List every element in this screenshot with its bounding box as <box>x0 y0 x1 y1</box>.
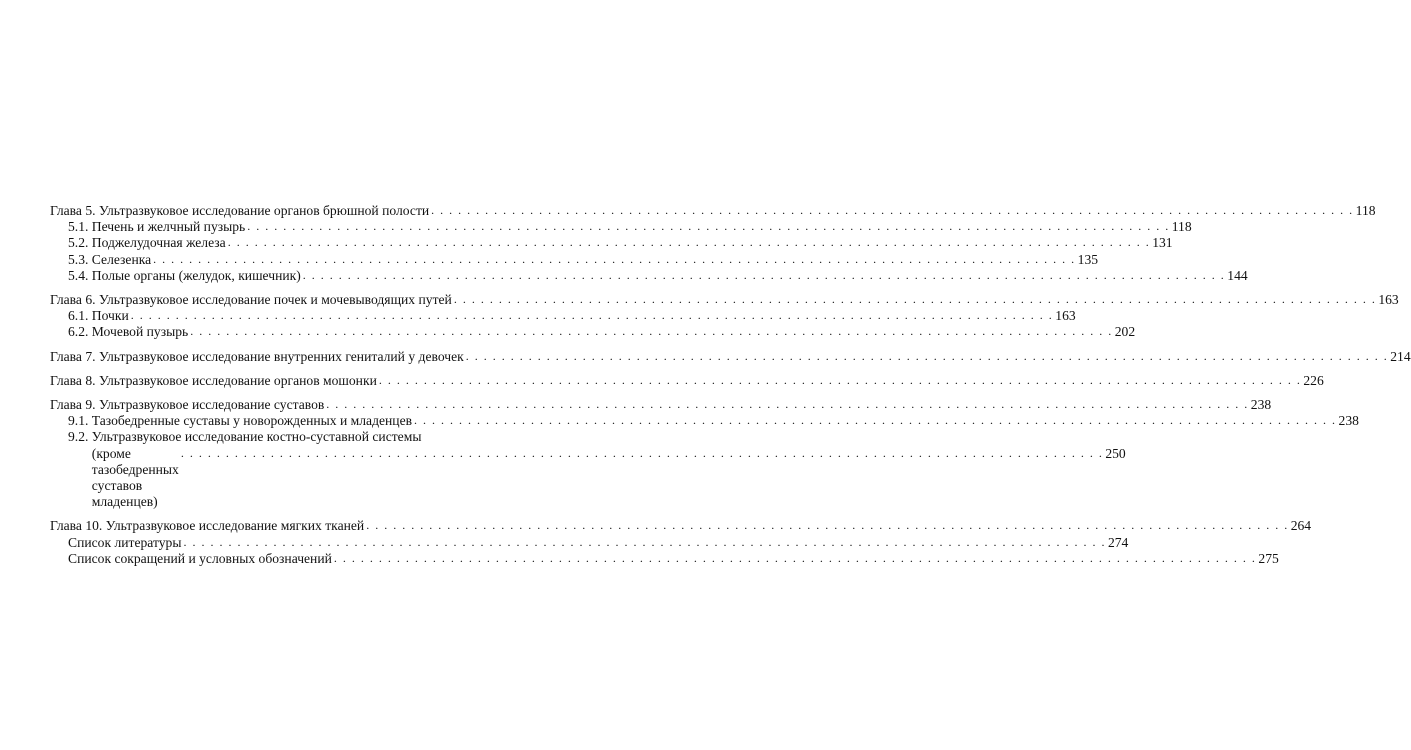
dot-leader <box>414 412 1337 428</box>
entry-page: 275 <box>1258 550 1279 566</box>
entry-page: 226 <box>1303 372 1324 388</box>
entry-title: Мочевой пузырь <box>91 324 189 340</box>
dot-leader <box>181 445 1104 461</box>
entry-number: 6.1. <box>68 308 89 324</box>
entry-page: 264 <box>1290 518 1312 534</box>
entry-title: Полые органы (желудок, кишечник) <box>91 267 301 283</box>
toc-chapter-8 <box>50 372 1324 389</box>
dot-leader <box>303 267 1226 283</box>
toc-chapter-10 <box>50 518 1312 534</box>
entry-page: 135 <box>1077 251 1099 267</box>
entry-page: 274 <box>1107 534 1129 550</box>
entry-title: Ультразвуковое исследование органов мошонки <box>98 372 377 388</box>
entry-title: Селезенка <box>91 251 152 267</box>
dot-leader <box>431 202 1354 218</box>
dot-leader <box>366 517 1289 533</box>
entry-page: 163 <box>1055 308 1076 324</box>
entry-title: Ультразвуковое исследование суставов <box>98 397 325 413</box>
toc-chapter-9 <box>50 397 1272 413</box>
toc-section-5-3 <box>50 251 1099 268</box>
dot-leader <box>247 218 1170 234</box>
dot-leader <box>183 534 1106 550</box>
entry-number: Глава 5. <box>50 203 96 218</box>
toc-section-9-1 <box>50 413 1359 429</box>
toc-section-9-2 <box>50 429 1126 510</box>
entry-number: Глава 9. <box>50 397 96 413</box>
entry-number: 9.1. <box>68 413 89 429</box>
dot-leader <box>190 323 1113 339</box>
entry-number: Глава 8. <box>50 372 96 388</box>
entry-number: 5.3. <box>68 251 89 267</box>
toc-section-6-2 <box>50 324 1136 340</box>
dot-leader <box>454 291 1377 307</box>
toc-chapter-6 <box>50 292 1399 308</box>
entry-page: 118 <box>1171 219 1192 235</box>
entry-number: Глава 7. <box>50 348 96 364</box>
dot-leader <box>466 348 1389 364</box>
toc-references <box>50 534 1129 551</box>
entry-title: Ультразвуковое исследование почек и мочевыводящих путей <box>98 292 452 308</box>
entry-number: 5.2. <box>68 235 89 251</box>
entry-title: Ультразвуковое исследование органов брюшной полости <box>98 203 430 218</box>
entry-title: Почки <box>91 308 129 324</box>
entry-page: 250 <box>1105 445 1126 461</box>
entry-number: 6.2. <box>68 324 89 340</box>
entry-title: Ультразвуковое исследование внутренних гениталий у девочек <box>98 348 464 364</box>
entry-number: Глава 6. <box>50 292 96 308</box>
entry-page: 144 <box>1227 267 1248 283</box>
entry-page: 118 <box>1355 203 1376 218</box>
entry-page: 238 <box>1338 413 1359 429</box>
toc-section-6-1 <box>50 308 1076 324</box>
entry-title: Печень и желчный пузырь <box>91 219 246 235</box>
entry-title: Тазобедренные суставы у новорожденных и младенцев <box>91 413 413 429</box>
entry-number: Глава 10. <box>50 518 103 534</box>
entry-page: 238 <box>1250 397 1272 413</box>
entry-title: Ультразвуковое исследование мягких тканей <box>105 518 365 534</box>
dot-leader <box>334 550 1257 566</box>
entry-number: 5.1. <box>68 219 89 235</box>
toc-section-5-2 <box>50 235 1173 251</box>
entry-page: 214 <box>1390 348 1411 364</box>
entry-number: 9.2. <box>68 429 89 445</box>
dot-leader <box>153 251 1076 267</box>
entry-title: Список сокращений и условных обозначений <box>68 550 332 566</box>
entry-number: 5.4. <box>68 267 89 283</box>
dot-leader <box>326 396 1249 412</box>
toc-section-5-1 <box>50 219 1192 235</box>
toc-chapter-5 <box>50 203 1376 219</box>
dot-leader <box>228 234 1151 250</box>
toc-section-5-4 <box>50 267 1248 284</box>
dot-leader <box>131 307 1054 323</box>
entry-title-line-1: Ультразвуковое исследование костно-суставной системы <box>91 429 422 445</box>
toc-chapter-7 <box>50 348 1411 365</box>
entry-title: Поджелудочная железа <box>91 235 226 251</box>
table-of-contents <box>50 203 1411 567</box>
dot-leader <box>379 372 1302 388</box>
toc-abbreviations <box>50 550 1279 567</box>
entry-title-line-2: (кроме тазобедренных суставов младенцев) <box>91 445 179 510</box>
entry-page: 202 <box>1114 324 1136 340</box>
entry-page: 131 <box>1152 235 1173 251</box>
entry-title: Список литературы <box>68 534 182 550</box>
entry-page: 163 <box>1378 292 1399 308</box>
